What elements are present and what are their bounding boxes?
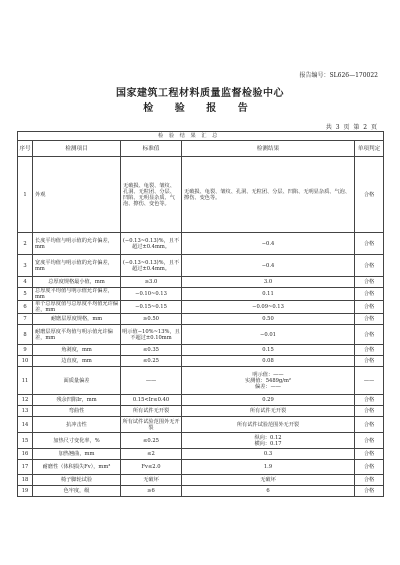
table-row <box>18 325 384 345</box>
results-table <box>17 131 384 497</box>
cell-verdict: 合格 <box>355 314 384 325</box>
cell-number: 1 <box>18 157 33 233</box>
cell-result: 0.50 <box>182 314 355 325</box>
cell-item: 加热尺寸变化率，% <box>33 433 121 449</box>
cell-verdict: 合格 <box>355 277 384 288</box>
cell-verdict: 合格 <box>355 449 384 460</box>
table-row <box>18 314 384 325</box>
cell-item: 弯曲性 <box>33 406 121 417</box>
cell-item: 面质量偏差 <box>33 367 121 395</box>
report-number: 报告编号：SL626—170022 <box>299 72 378 79</box>
cell-item: 抗冲击性 <box>33 417 121 433</box>
table-row <box>18 288 384 301</box>
table-row <box>18 460 384 475</box>
result-line: 纵向：0.12 <box>254 434 282 441</box>
table-row <box>18 255 384 277</box>
cell-standard: −0.10~0.13 <box>121 288 182 301</box>
cell-result: −0.01 <box>182 325 355 345</box>
cell-number: 5 <box>18 288 33 301</box>
cell-result: −0.4 <box>182 233 355 255</box>
cell-number: 14 <box>18 417 33 433</box>
cell-item: 总厚度规格最小值，mm <box>33 277 121 288</box>
cell-number: 4 <box>18 277 33 288</box>
cell-verdict: 合格 <box>355 460 384 475</box>
cell-standard: ≥6 <box>121 486 182 497</box>
table-row <box>18 345 384 356</box>
cell-item: 耐磨层厚度平均值与明示值允许偏差，mm <box>33 325 121 345</box>
result-line: 偏差：—— <box>255 383 281 390</box>
cell-standard: 明示值−10%~13%，且不超过±0.10mm <box>121 325 182 345</box>
cell-result: 0.11 <box>182 288 355 301</box>
cell-item: 总厚度平均值与明示值允许偏差，mm <box>33 288 121 301</box>
cell-verdict: 合格 <box>355 255 384 277</box>
table-row <box>18 367 384 395</box>
cell-number: 7 <box>18 314 33 325</box>
cell-item: 椅子脚轮试验 <box>33 475 121 486</box>
column-header: 检测结果 <box>182 141 355 157</box>
cell-result: 3.0 <box>182 277 355 288</box>
cell-standard: 无破坏 <box>121 475 182 486</box>
table-row <box>18 233 384 255</box>
cell-standard: ≤2 <box>121 449 182 460</box>
table-caption: 检 验 结 果 汇 总 <box>18 132 384 141</box>
cell-item: 加热翘曲，mm <box>33 449 121 460</box>
table-row <box>18 356 384 367</box>
cell-item: 边直度，mm <box>33 356 121 367</box>
cell-result <box>182 433 355 449</box>
cell-standard: −0.15~0.15 <box>121 301 182 314</box>
cell-number: 12 <box>18 395 33 406</box>
cell-number: 13 <box>18 406 33 417</box>
column-header: 标准值 <box>121 141 182 157</box>
result-line: 实测值：5489g/m² <box>244 377 292 384</box>
cell-verdict: 合格 <box>355 233 384 255</box>
cell-result: 6 <box>182 486 355 497</box>
cell-result: 0.3 <box>182 449 355 460</box>
cell-standard: —— <box>121 367 182 395</box>
cell-verdict: 合格 <box>355 356 384 367</box>
cell-item: 耐磨层厚度规格，mm <box>33 314 121 325</box>
cell-standard: ≤0.35 <box>121 345 182 356</box>
cell-verdict: 合格 <box>355 486 384 497</box>
cell-standard: ≤0.25 <box>121 356 182 367</box>
table-row <box>18 301 384 314</box>
cell-verdict: —— <box>355 367 384 395</box>
result-line: 明示值：—— <box>252 371 284 378</box>
cell-verdict: 合格 <box>355 406 384 417</box>
cell-item: 色牢度，级 <box>33 486 121 497</box>
cell-number: 11 <box>18 367 33 395</box>
table-body <box>18 157 384 497</box>
cell-number: 16 <box>18 449 33 460</box>
cell-item: 外观 <box>33 157 121 233</box>
cell-item: 残余凹陷Ir，mm <box>33 395 121 406</box>
cell-standard: (−0.13~0.13)%，且不超过±0.4mm。 <box>121 233 182 255</box>
table-row <box>18 433 384 449</box>
cell-result: 无破坏 <box>182 475 355 486</box>
cell-result: −0.09~0.13 <box>182 301 355 314</box>
table-row <box>18 417 384 433</box>
organization-name: 国家建筑工程材料质量监督检验中心 <box>116 88 284 99</box>
cell-item: 宽度平均值与明示值的允许偏差，mm <box>33 255 121 277</box>
cell-verdict: 合格 <box>355 433 384 449</box>
cell-verdict: 合格 <box>355 157 384 233</box>
cell-result: 所有试件无开裂 <box>182 406 355 417</box>
cell-standard: 0.15<Ir≤0.40 <box>121 395 182 406</box>
cell-item: 单个总厚度值与总厚度平均值允许偏差，mm <box>33 301 121 314</box>
cell-number: 2 <box>18 233 33 255</box>
column-header: 序号 <box>18 141 33 157</box>
cell-number: 19 <box>18 486 33 497</box>
cell-standard: 所有试件试验范围外无开裂 <box>122 418 180 431</box>
cell-item: 长度平均值与明示值的允许偏差，mm <box>33 233 121 255</box>
table-row <box>18 406 384 417</box>
cell-verdict: 合格 <box>355 345 384 356</box>
table-row <box>18 486 384 497</box>
cell-standard: ≤0.25 <box>121 433 182 449</box>
column-header: 单项判定 <box>355 141 384 157</box>
cell-number: 18 <box>18 475 33 486</box>
cell-number: 9 <box>18 345 33 356</box>
cell-verdict: 合格 <box>355 395 384 406</box>
cell-number: 3 <box>18 255 33 277</box>
cell-number: 17 <box>18 460 33 475</box>
cell-number: 15 <box>18 433 33 449</box>
cell-number: 10 <box>18 356 33 367</box>
column-header: 检测项目 <box>33 141 121 157</box>
cell-result: 0.15 <box>182 345 355 356</box>
cell-verdict: 合格 <box>355 417 384 433</box>
cell-standard: ≥3.0 <box>121 277 182 288</box>
table-row <box>18 277 384 288</box>
cell-verdict: 合格 <box>355 288 384 301</box>
result-line: 横向：0.17 <box>254 440 282 447</box>
cell-result: 1.9 <box>182 460 355 475</box>
cell-result: 0.08 <box>182 356 355 367</box>
table-row <box>18 157 384 233</box>
cell-standard: ≥0.50 <box>121 314 182 325</box>
table-row <box>18 395 384 406</box>
cell-result: −0.4 <box>182 255 355 277</box>
cell-result <box>182 367 355 395</box>
table-row <box>18 475 384 486</box>
cell-standard: 所有试件无开裂 <box>121 406 182 417</box>
cell-verdict: 合格 <box>355 325 384 345</box>
page-info: 共 3 页 第 2 页 <box>325 124 378 131</box>
cell-standard: 无破损、龟裂、皱纹、孔洞、无粒团、分层、凹陷、无明显杂质、气泡、擦伤、变色等。 <box>121 157 182 233</box>
cell-standard: (−0.13~0.13)%，且不超过±0.4mm。 <box>121 255 182 277</box>
cell-verdict: 合格 <box>355 301 384 314</box>
cell-item: 角剥度，mm <box>33 345 121 356</box>
cell-item: 耐磨性（体积损失Fv），mm³ <box>33 460 121 475</box>
cell-number: 6 <box>18 301 33 314</box>
cell-result: 无破损、龟裂、皱纹、孔洞、无粒团、分层、凹陷、无明显杂质、气泡、擦伤、变色等。 <box>182 157 355 233</box>
cell-number: 8 <box>18 325 33 345</box>
report-title: 检 验 报 告 <box>143 103 257 114</box>
cell-standard: Fv≤2.0 <box>121 460 182 475</box>
cell-result: 所有试件试验范围外无开裂 <box>182 417 355 433</box>
cell-result: 0.29 <box>182 395 355 406</box>
cell-verdict: 合格 <box>355 475 384 486</box>
table-row <box>18 449 384 460</box>
